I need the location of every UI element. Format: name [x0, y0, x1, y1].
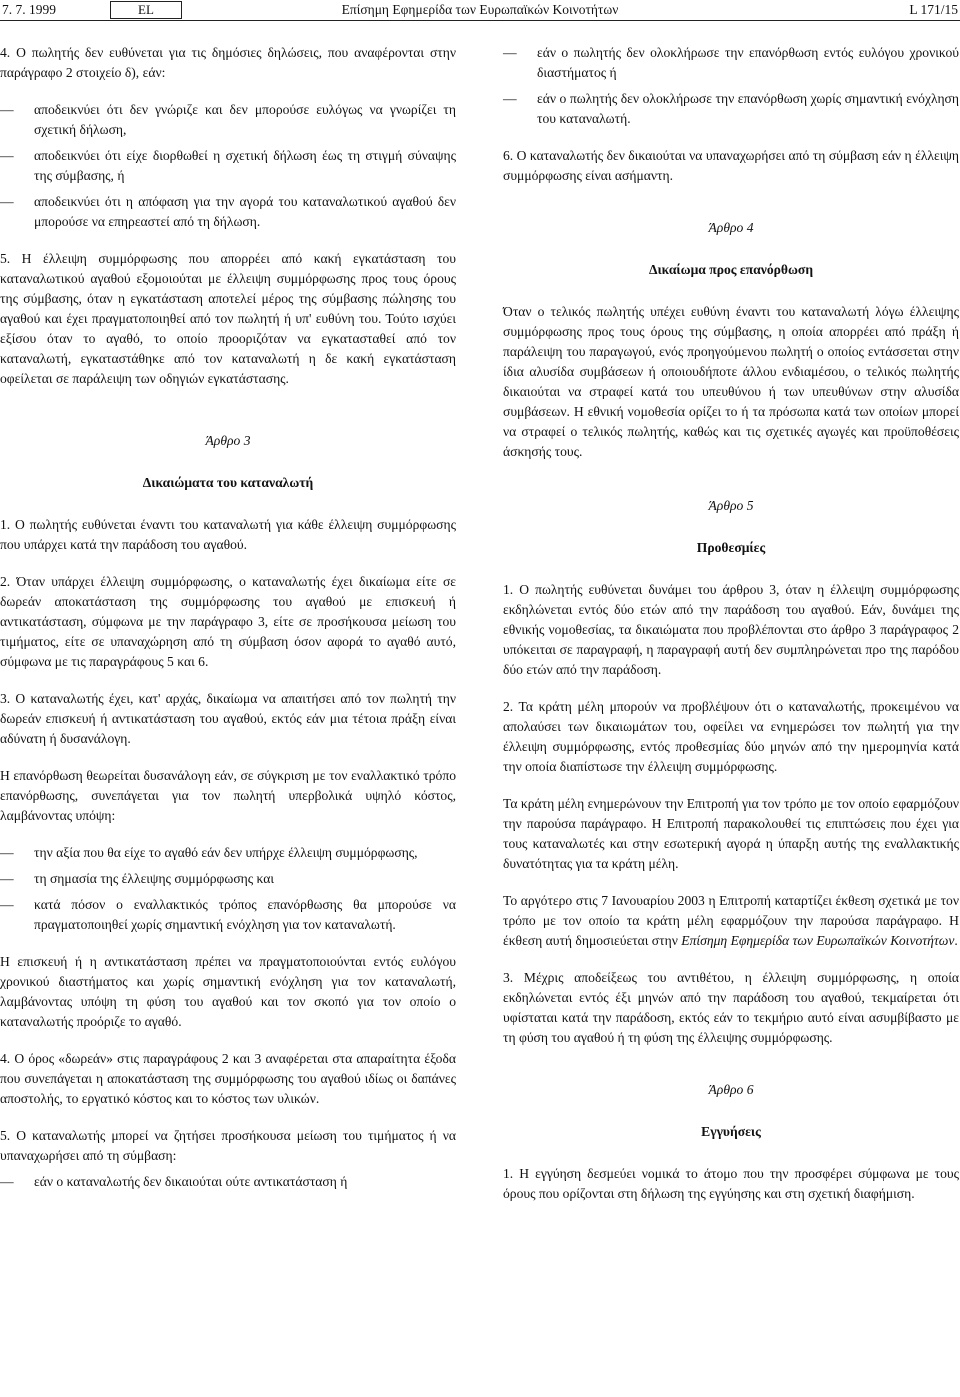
paragraph-6: 6. Ο καταναλωτής δεν δικαιούται να υπαναχωρήσει από τη σύμβαση εάν η έλλειψη συμμόρφωσης είναι ασήμαντη. [503, 148, 959, 183]
dash-marker: — [0, 102, 14, 117]
article-4-heading: Άρθρο 4 [708, 220, 754, 235]
dash-marker: — [0, 897, 14, 912]
article-3-paragraph-4: 4. Ο όρος «δωρεάν» στις παραγράφους 2 και 3 αναφέρεται στα απαραίτητα έξοδα που συνεπάγεται η αποκατάσταση της συμμόρφωσης του αγαθού ιδίως οι δαπάνες αποστολής, το εργατικό κόστος και το κόστος των υλικών. [0, 1051, 456, 1106]
header-journal-title: Επίσημη Εφημερίδα των Ευρωπαϊκών Κοινοτήτων [341, 2, 619, 17]
article-3-paragraph-1: 1. Ο πωλητής ευθύνεται έναντι του καταναλωτή για κάθε έλλειψη συμμόρφωσης που υπάρχει κατά την παράδοση του αγαθού. [0, 517, 456, 552]
article-4-title: Δικαίωμα προς επανόρθωση [648, 262, 814, 277]
page-header [0, 0, 960, 20]
dash-marker: — [0, 845, 14, 860]
right-column [503, 43, 959, 1221]
article-5-paragraph-2b: Τα κράτη μέλη ενημερώνουν την Επιτροπή για τον τρόπο με τον οποίο εφαρμόζουν την παρούσα παράγραφο. Η Επιτροπή παρακολουθεί τις επιπτώσεις που έχει για τους καταναλωτές και στην εσωτερική αγορά η ύπαρξη αυτής της εναλλακτικής δυνατότητας για τα κράτη μέλη. [503, 796, 959, 871]
article-3-paragraph-3c: Η επισκευή ή η αντικατάσταση πρέπει να πραγματοποιούνται εντός ευλόγου χρονικού διαστήματος και χωρίς σημαντική ενόχληση για τον καταναλωτή, λαμβάνοντας υπόψη τη φύση του αγαθού και τον σκοπό για τον οποίο ο καταναλωτής προόριζε το αγαθό. [0, 954, 456, 1029]
article-4-paragraph: Όταν ο τελικός πωλητής υπέχει ευθύνη έναντι του καταναλωτή λόγω έλλειψης συμμόρφωσης προς τους όρους της σύμβασης, η οποία απορρέει από πράξη ή παράλειψη του παραγωγού, ενός προηγούμενου πωλητή ο οποίος εντάσσεται στην ίδια αλυσίδα συμβάσεων ή οποιουδήποτε άλλου ενδιαμέσου, ο τελικός πωλητής δικαιούται να στραφεί κατά του υπευθύνου ή των υπευθύνων στην αλυσίδα συμβάσεων. Η εθνική νομοθεσία ορίζει το ή τα πρόσωπα κατά των οποίων μπορεί να στραφεί ο τελικός πωλητής, καθώς και τις σχετικές αγωγές και προϋποθέσεις άσκησής τους. [503, 304, 959, 459]
article-3-paragraph-3: 3. Ο καταναλωτής έχει, κατ' αρχάς, δικαίωμα να απαιτήσει από τον πωλητή την δωρεάν επισκευή ή αντικατάσταση του αγαθού, εκτός εάν μια τέτοια πράξη είναι αδύνατη ή δυσανάλογη. [0, 691, 456, 746]
article-3-paragraph-2: 2. Όταν υπάρχει έλλειψη συμμόρφωσης, ο καταναλωτής έχει δικαίωμα είτε σε δωρεάν αποκατάσταση της συμμόρφωσης του αγαθού με επισκευή ή αντικατάσταση, σύμφωνα με την παράγραφο 3, είτε σε προσήκουσα μείωση του τιμήματος, είτε σε υπαναχώρηση από τη σύμβαση όσον αφορά το αγαθό αυτό, σύμφωνα με τις παραγράφους 5 και 6. [0, 574, 456, 669]
dash-marker: — [503, 45, 517, 60]
dash-marker: — [503, 91, 517, 106]
header-language-box: EL [110, 1, 182, 19]
article-5-heading: Άρθρο 5 [708, 498, 754, 513]
article-3-heading: Άρθρο 3 [205, 433, 251, 448]
dash-marker: — [0, 1174, 14, 1189]
list-item: — εάν ο πωλητής δεν ολοκλήρωσε την επανόρθωση χωρίς σημαντική ενόχληση του καταναλωτή. [503, 91, 959, 126]
list-item: — εάν ο πωλητής δεν ολοκλήρωσε την επανόρθωση εντός ευλόγου χρονικού διαστήματος ή [503, 45, 959, 80]
header-page-reference: L 171/15 [909, 2, 958, 17]
list-item: — τη σημασία της έλλειψης συμμόρφωσης και [0, 869, 456, 889]
paragraph-5: 5. Η έλλειψη συμμόρφωσης που απορρέει από κακή εγκατάσταση του καταναλωτικού αγαθού εξομοιούται με έλλειψη συμμόρφωσης προς τους όρους της σύμβασης, όταν η εγκατάσταση αποτελεί μέρος της σύμβασης πώλησης του αγαθού και έχει πραγματοποιηθεί από τον πωλητή ή υπ' ευθύνη του. Τούτο ισχύει εξίσου όταν το αγαθό, το οποίο προοριζόταν να εγκατασταθεί από τον καταναλωτή, εγκαταστάθηκε από τον καταναλωτή η δε κακή εγκατάσταση οφείλεται σε παράλειψη των οδηγιών εγκατάστασης. [0, 251, 456, 386]
journal-reference: Επίσημη Εφημερίδα των Ευρωπαϊκών Κοινοτήτων [681, 933, 955, 948]
article-6-title: Εγγυήσεις [701, 1124, 761, 1139]
dash-marker: — [0, 871, 14, 886]
list-item: — την αξία που θα είχε το αγαθό εάν δεν υπήρχε έλλειψη συμμόρφωσης, [0, 843, 456, 863]
header-rule [0, 20, 960, 21]
header-date: 7. 7. 1999 [2, 2, 56, 17]
list-item: — κατά πόσον ο εναλλακτικός τρόπος επανόρθωσης θα μπορούσε να πραγματοποιηθεί χωρίς σημαντική ενόχληση για τον καταναλωτή. [0, 897, 456, 932]
article-5-paragraph-2c: Το αργότερο στις 7 Ιανουαρίου 2003 η Επιτροπή καταρτίζει έκθεση σχετικά με τον τρόπο με τον οποίο τα κράτη μέλη εφαρμόζουν την παρούσα παράγραφο. Η έκθεση αυτή δημοσιεύεται στην Επίσημη Εφημερίδα των Ευρωπαϊκών Κοινοτήτων. [503, 893, 959, 948]
dash-marker: — [0, 148, 14, 163]
dash-marker: — [0, 194, 14, 209]
article-3-title: Δικαιώματα του καταναλωτή [142, 475, 314, 490]
paragraph-4-intro: 4. Ο πωλητής δεν ευθύνεται για τις δημόσιες δηλώσεις, που αναφέρονται στην παράγραφο 2 στοιχείο δ), εάν: [0, 45, 456, 80]
article-6-paragraph-1: 1. Η εγγύηση δεσμεύει νομικά το άτομο που την προσφέρει σύμφωνα με τους όρους που ορίζονται στη δήλωση της εγγύησης και στη σχετική διαφήμιση. [503, 1166, 959, 1201]
list-item: — εάν ο καταναλωτής δεν δικαιούται ούτε αντικατάσταση ή [0, 1172, 456, 1192]
article-5-paragraph-3: 3. Μέχρις αποδείξεως του αντιθέτου, η έλλειψη συμμόρφωσης, η οποία εκδηλώνεται εντός έξι μηνών από την παράδοση του αγαθού, τεκμαίρεται ότι υφίσταται κατά την παράδοση, εκτός εάν το τεκμήριο αυτό είναι ασυμβίβαστο με τη φύση του αγαθού ή τη φύση της έλλειψης συμμόρφωσης. [503, 970, 959, 1045]
left-column [0, 43, 456, 1198]
article-5-paragraph-2: 2. Τα κράτη μέλη μπορούν να προβλέψουν ότι ο καταναλωτής, προκειμένου να απολαύσει των δικαιωμάτων του, οφείλει να ενημερώσει τον πωλητή για την έλλειψη συμμόρφωσης, εντός προθεσμίας δύο μηνών από την ημερομηνία κατά την οποία διαπίστωσε την έλλειψη συμμόρφωσης. [503, 699, 959, 774]
article-5-title: Προθεσμίες [696, 540, 766, 555]
article-5-paragraph-1: 1. Ο πωλητής ευθύνεται δυνάμει του άρθρου 3, όταν η έλλειψη συμμόρφωσης εκδηλώνεται εντός δύο ετών από την παράδοση του αγαθού. Εάν, δυνάμει της εθνικής νομοθεσίας, τα δικαιώματα που προβλέπονται στο άρθρο 3 παράγραφος 2 υπόκειται σε παραγραφή, η παραγραφή αυτή δεν συμπληρώνεται προ της παρόδου δύο ετών από την παράδοση. [503, 582, 959, 677]
list-item: — αποδεικνύει ότι η απόφαση για την αγορά του καταναλωτικού αγαθού δεν μπορούσε να επηρεαστεί από τη δήλωση. [0, 194, 456, 229]
article-3-paragraph-3b: Η επανόρθωση θεωρείται δυσανάλογη εάν, σε σύγκριση με τον εναλλακτικό τρόπο επανόρθωσης, συνεπάγεται για τον πωλητή υπερβολικά υψηλό κόστος, λαμβάνοντας υπόψη: [0, 768, 456, 823]
list-item: — αποδεικνύει ότι είχε διορθωθεί η σχετική δήλωση έως τη στιγμή σύναψης της σύμβασης, ή [0, 148, 456, 183]
article-3-paragraph-5: 5. Ο καταναλωτής μπορεί να ζητήσει προσήκουσα μείωση του τιμήματος ή να υπαναχωρήσει από τη σύμβαση: [0, 1128, 456, 1163]
list-item: — αποδεικνύει ότι δεν γνώριζε και δεν μπορούσε ευλόγως να γνωρίζει τη σχετική δήλωση, [0, 102, 456, 137]
article-6-heading: Άρθρο 6 [708, 1082, 754, 1097]
